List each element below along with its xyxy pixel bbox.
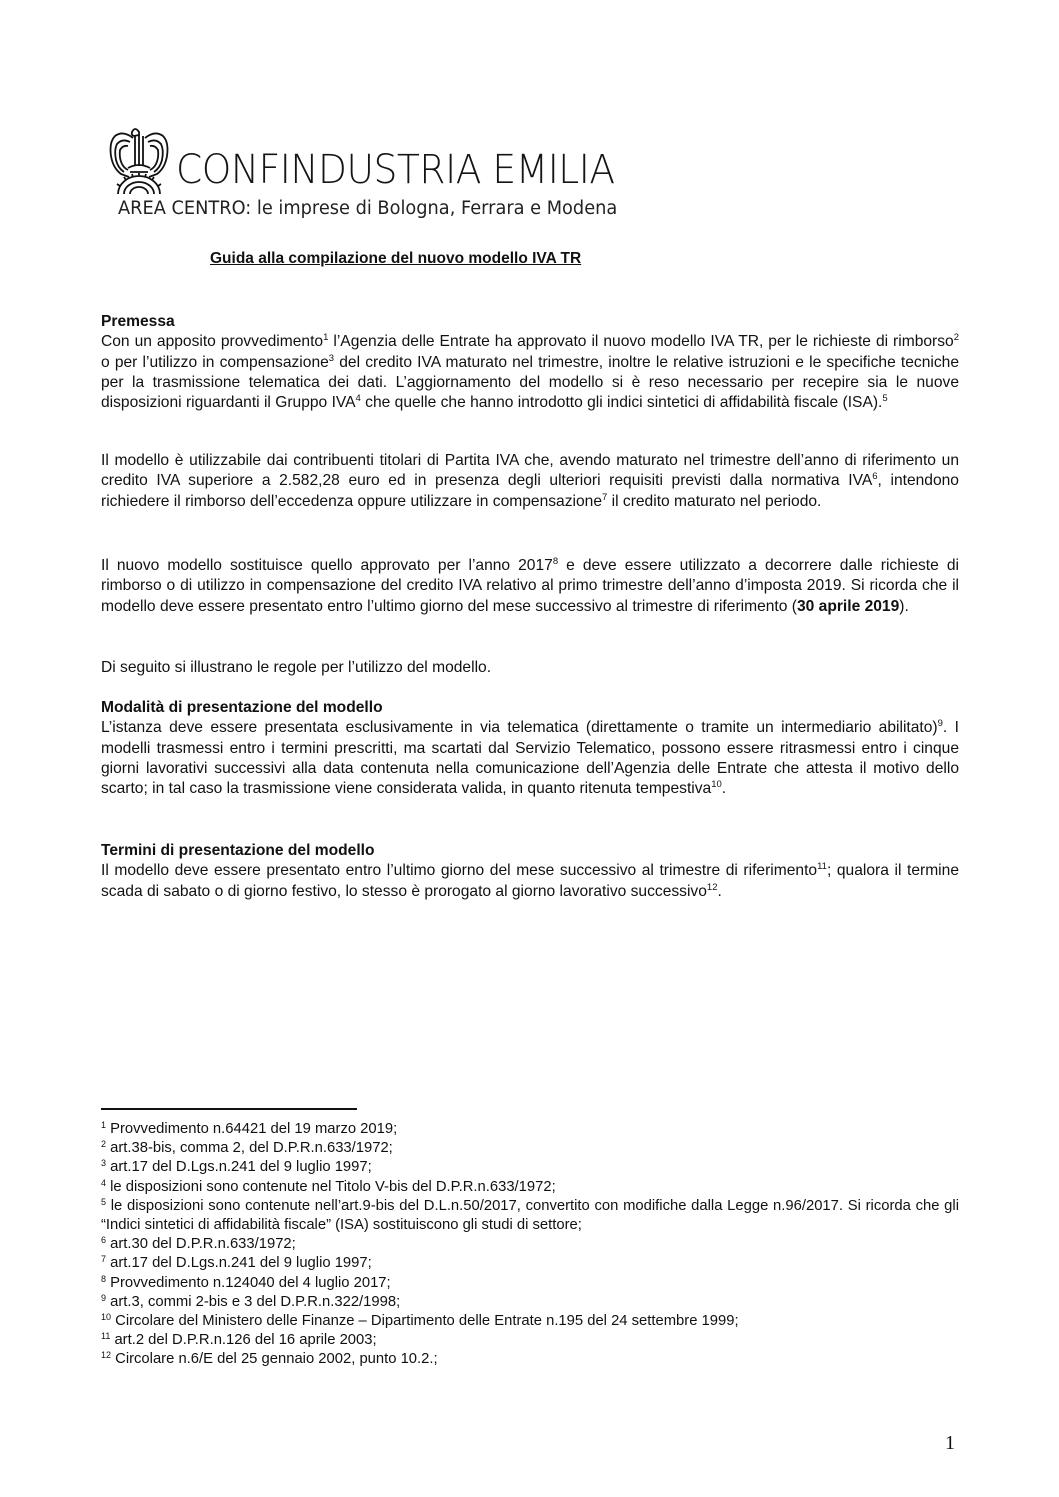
footnote-ref[interactable]: 9 <box>937 718 943 730</box>
paragraph: Con un apposito provvedimento$^1$ l’Agenzia delle Entrate ha approvato il nuovo modello IVA TR, per le richieste di rimborso$^2$ o per l’utilizzo in compensazione$^3$ del credito IVA maturato nel trimestre, inoltre le relative istruzioni e le specifiche tecniche per la trasmissione telematica dei dati. L’aggiornamento del modello si è reso necessario per recepire sia le nuove disposizioni riguardanti il Gruppo IVA$^4$ che quelle che hanno introdotto gli indici sintetici di affidabilità fiscale (ISA).$^5$ <box>101 332 960 412</box>
paragraph: Di seguito si illustrano le regole per l’utilizzo del modello. <box>101 659 492 676</box>
footnote-ref[interactable]: 12 <box>706 881 718 893</box>
footnote: $^8$ Provvedimento n.124040 del 4 luglio 2017; <box>101 1273 391 1291</box>
paragraph-intro-rules <box>101 658 959 678</box>
footnote: $^5$ le disposizioni sono contenute nell’art.9-bis del D.L.n.50/2017, convertito con modifiche dalla Legge n.96/2017. Si ricorda che gli “Indici sintetici di affidabilità fiscale” (ISA) sostituiscono gli studi di settore; <box>101 1196 959 1234</box>
footnote-ref[interactable]: 11 <box>817 861 827 873</box>
footnote-ref[interactable]: 2 <box>953 332 960 344</box>
eagle-gear-emblem-icon <box>106 124 172 196</box>
footnote: $^1$ Provvedimento n.64421 del 19 marzo 2019; <box>101 1120 398 1137</box>
footnote: $^{11}$ art.2 del D.P.R.n.126 del 16 aprile 2003; <box>101 1331 377 1349</box>
section-heading: Termini di presentazione del modello <box>101 842 375 859</box>
logo-subtitle: AREA CENTRO: le imprese di Bologna, Ferrara e Modena <box>118 198 618 219</box>
footnote-ref[interactable]: 8 <box>552 556 559 567</box>
document-title: Guida alla compilazione del nuovo modello IVA TR <box>210 250 582 267</box>
section-heading: Modalità di presentazione del modello <box>101 699 383 716</box>
footnote-ref[interactable]: 6 <box>872 471 878 483</box>
footnote: $^6$ art.30 del D.P.R.n.633/1972; <box>101 1235 296 1253</box>
section-premessa <box>101 312 959 413</box>
logo-name: CONFINDUSTRIA EMILIA <box>176 147 615 193</box>
paragraph: Il modello è utilizzabile dai contribuenti titolari di Partita IVA che, avendo maturato nel trimestre dell’anno di riferimento un credito IVA superiore a 2.582,28 euro ed in presenza degli ulteriori requisiti previsti dalla normativa IVA$^6$, intendono richiedere il rimborso dell’eccedenza oppure utilizzare in compensazione$^7$ il credito maturato nel periodo. <box>101 452 959 510</box>
footnote: $^4$ le disposizioni sono contenute nel Titolo V-bis del D.P.R.n.633/1972; <box>101 1177 556 1195</box>
section-heading: Premessa <box>101 313 175 330</box>
footnote-ref[interactable]: 4 <box>355 393 361 405</box>
footnote: $^2$ art.38-bis, comma 2, del D.P.R.n.633/1972; <box>101 1139 393 1157</box>
confindustria-logo <box>106 124 646 224</box>
footnote: $^{12}$ Circolare n.6/E del 25 gennaio 2002, punto 10.2.; <box>101 1350 438 1368</box>
footnote: $^9$ art.3, commi 2-bis e 3 del D.P.R.n.322/1998; <box>101 1292 401 1310</box>
page-number: 1 <box>945 1432 955 1454</box>
paragraph-new-model <box>101 556 959 617</box>
footnote-ref[interactable]: 7 <box>602 491 608 503</box>
footnote: $^{10}$ Circolare del Ministero delle Finanze – Dipartimento delle Entrate n.195 del 24 settembre 1999; <box>101 1312 739 1330</box>
footnote-ref[interactable]: 3 <box>328 352 335 364</box>
footnote: $^3$ art.17 del D.Lgs.n.241 del 9 luglio 1997; <box>101 1158 372 1176</box>
paragraph: L’istanza deve essere presentata esclusivamente in via telematica (direttamente o tramite un intermediario abilitato)$^9$. I modelli trasmessi entro i termini prescritti, ma scartati dal Servizio Telematico, possono essere ritrasmessi entro i cinque giorni lavorativi successivi alla data contenuta nella comunicazione dell’Agenzia delle Entrate che attesta il motivo dello scarto; in tal caso la trasmissione viene considerata valida, in quanto ritenuta tempestiva$^{10}$. <box>101 718 960 798</box>
footnote: $^7$ art.17 del D.Lgs.n.241 del 9 luglio 1997; <box>101 1254 372 1272</box>
footnote-ref[interactable]: 10 <box>711 779 722 791</box>
paragraph: Il modello deve essere presentato entro l’ultimo giorno del mese successivo al trimestre di riferimento$^{11}$; qualora il termine scada di sabato o di giorno festivo, lo stesso è prorogato al giorno lavorativo successivo$^{12}$. <box>101 861 959 900</box>
footnote-separator <box>101 1108 357 1110</box>
section-termini <box>101 841 959 902</box>
section-modalita <box>101 698 959 799</box>
footnotes <box>101 1120 959 1370</box>
paragraph: Il nuovo modello sostituisce quello approvato per l’anno 2017$^8$ e deve essere utilizzato a decorrere dalle richieste di rimborso o di utilizzo in compensazione del credito IVA relativo al primo trimestre dell’anno d’imposta 2019. Si ricorda che il modello deve essere presentato entro l’ultimo giorno del mese successivo al trimestre di riferimento (30 aprile 2019). <box>101 556 959 615</box>
paragraph-requirements <box>101 451 959 512</box>
footnote-ref[interactable]: 1 <box>323 332 329 344</box>
deadline-date: 30 aprile 2019 <box>796 597 900 615</box>
footnote-ref[interactable]: 5 <box>882 393 888 405</box>
